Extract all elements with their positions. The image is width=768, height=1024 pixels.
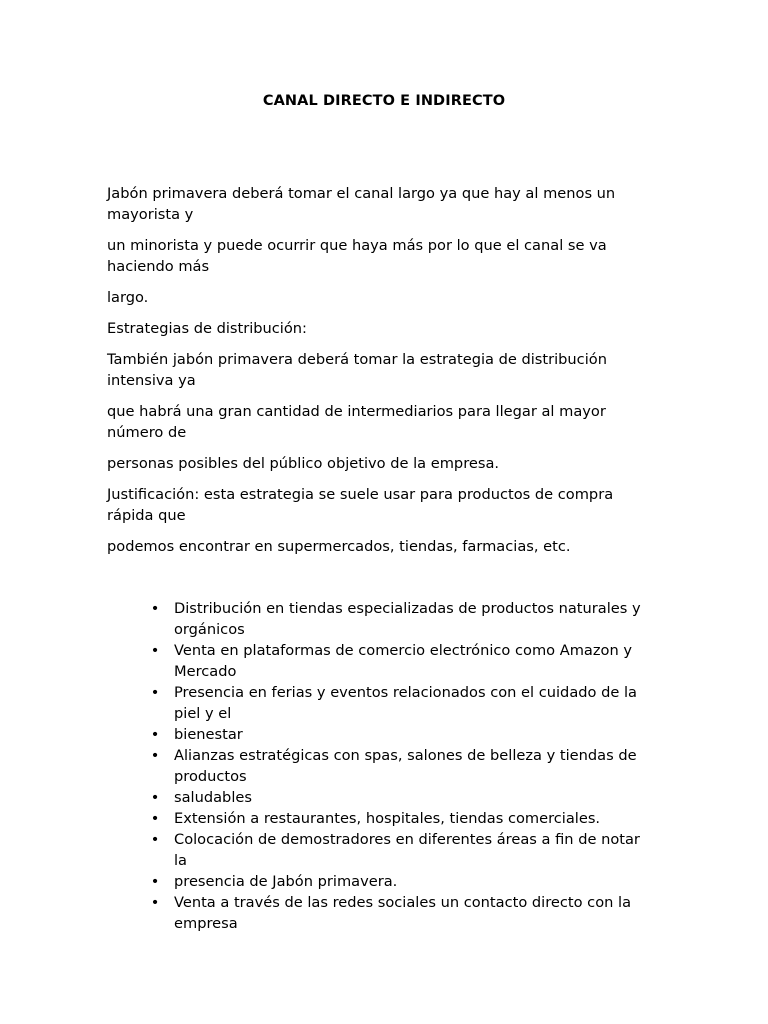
- list-item-line: Presencia en ferias y eventos relacionados con el cuidado de la: [174, 684, 637, 701]
- paragraph-line: que habrá una gran cantidad de intermediarios para llegar al mayor: [107, 403, 606, 420]
- list-item-line: Distribución en tiendas especializadas de productos naturales y: [174, 600, 641, 617]
- bullet-icon: •: [150, 894, 160, 911]
- bullet-icon: •: [150, 600, 160, 617]
- paragraph: [107, 401, 667, 443]
- list-item: [107, 871, 667, 892]
- bullet-icon: •: [150, 684, 160, 701]
- paragraph: [107, 235, 667, 277]
- paragraph: [107, 536, 667, 557]
- list-item-line: productos: [174, 768, 247, 785]
- paragraph-line: Justificación: esta estrategia se suele usar para productos de compra: [107, 486, 614, 503]
- paragraph-line: intensiva ya: [107, 372, 196, 389]
- paragraph-line: personas posibles del público objetivo de la empresa.: [107, 455, 500, 472]
- bullet-icon: •: [150, 747, 160, 764]
- paragraph: [107, 287, 667, 308]
- list-item: [107, 829, 667, 871]
- list-item: [107, 724, 667, 745]
- list-item-line: piel y el: [174, 705, 232, 722]
- bullet-icon: •: [150, 726, 160, 743]
- list-item-line: saludables: [174, 789, 252, 806]
- list-item-line: Venta a través de las redes sociales un contacto directo con la: [174, 894, 632, 911]
- list-item-line: Colocación de demostradores en diferentes áreas a fin de notar: [174, 831, 640, 848]
- paragraph-line: Estrategias de distribución:: [107, 320, 307, 337]
- list-item-line: Venta en plataformas de comercio electrónico como Amazon y: [174, 642, 632, 659]
- bullet-icon: •: [150, 831, 160, 848]
- list-item-line: bienestar: [174, 726, 243, 743]
- list-item-line: Extensión a restaurantes, hospitales, tiendas comerciales.: [174, 810, 601, 827]
- bullet-icon: •: [150, 642, 160, 659]
- paragraph-line: haciendo más: [107, 258, 210, 275]
- document-title: CANAL DIRECTO E INDIRECTO: [262, 93, 506, 109]
- list-item-line: la: [174, 852, 187, 869]
- paragraph: [107, 453, 667, 474]
- paragraph-line: largo.: [107, 289, 149, 306]
- paragraph-line: rápida que: [107, 507, 186, 524]
- paragraph: [107, 349, 667, 391]
- list-item-line: presencia de Jabón primavera.: [174, 873, 398, 890]
- paragraph-line: número de: [107, 424, 187, 441]
- paragraph-line: mayorista y: [107, 206, 194, 223]
- document-body: [107, 183, 667, 567]
- list-item-line: Alianzas estratégicas con spas, salones de belleza y tiendas de: [174, 747, 637, 764]
- bullet-icon: •: [150, 789, 160, 806]
- bullet-icon: •: [150, 810, 160, 827]
- list-item: [107, 640, 667, 682]
- paragraph-line: Jabón primavera deberá tomar el canal largo ya que hay al menos un: [107, 185, 616, 202]
- bullet-icon: •: [150, 873, 160, 890]
- paragraph-line: También jabón primavera deberá tomar la estrategia de distribución: [107, 351, 607, 368]
- list-item: [107, 682, 667, 724]
- list-item: [107, 808, 667, 829]
- list-item-line: orgánicos: [174, 621, 245, 638]
- list-item: [107, 745, 667, 787]
- list-item: [107, 598, 667, 640]
- section-heading: [107, 318, 667, 339]
- list-item-line: Mercado: [174, 663, 237, 680]
- paragraph-line: un minorista y puede ocurrir que haya más por lo que el canal se va: [107, 237, 607, 254]
- paragraph-line: podemos encontrar en supermercados, tiendas, farmacias, etc.: [107, 538, 571, 555]
- list-item: [107, 787, 667, 808]
- bullet-list: [107, 598, 667, 934]
- list-item-line: empresa: [174, 915, 238, 932]
- paragraph: [107, 183, 667, 225]
- list-item: [107, 892, 667, 934]
- paragraph: [107, 484, 667, 526]
